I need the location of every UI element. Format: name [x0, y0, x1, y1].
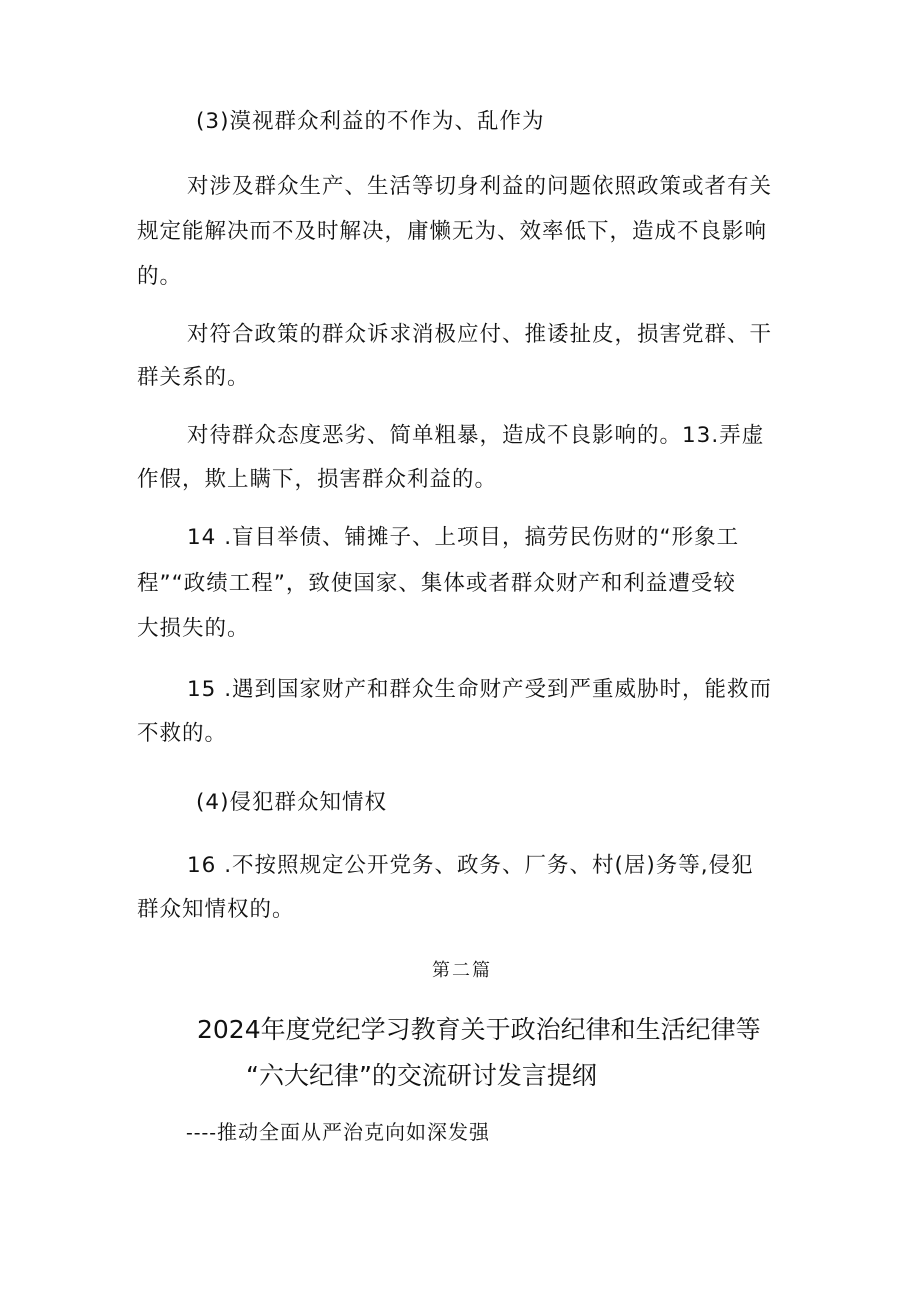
- paragraph-line: 的。: [137, 264, 183, 289]
- item-14-line: 程”“政绩工程”，致使国家、集体或者群众财产和利益遭受较: [137, 571, 736, 596]
- paragraph-line: 群关系的。: [137, 365, 250, 390]
- paragraph-line: 对待群众态度恶劣、简单粗暴，造成不良影响的。13.弄虚: [187, 423, 765, 448]
- paragraph-line: 作假，欺上瞒下，损害群众利益的。: [137, 467, 498, 492]
- item-14-line: 大损失的。: [137, 616, 250, 641]
- item-16-line: 群众知情权的。: [137, 897, 295, 922]
- section-3-heading: (3)漠视群众利益的不作为、乱作为: [196, 109, 545, 134]
- paragraph-line: 对涉及群众生产、生活等切身利益的问题依照政策或者有关: [187, 174, 773, 199]
- item-15-line: 不救的。: [137, 721, 228, 746]
- paragraph-line: 对符合政策的群众诉求消极应付、推诿扯皮，损害党群、干: [187, 322, 773, 347]
- item-14-line: 14 .盲目举债、铺摊子、上项目，搞劳民伤财的“形象工: [187, 525, 740, 550]
- part-label: 第二篇: [432, 960, 492, 981]
- paragraph-line: 规定能解决而不及时解决，庸懒无为、效率低下，造成不良影响: [137, 219, 768, 244]
- document-title-line-1: 2024年度党纪学习教育关于政治纪律和生活纪律等: [197, 1015, 761, 1044]
- item-15-line: 15 .遇到国家财产和群众生命财产受到严重威胁时，能救而: [187, 677, 773, 702]
- document-title-line-2: “六大纪律”的交流研讨发言提纲: [246, 1061, 597, 1090]
- section-4-heading: (4)侵犯群众知情权: [196, 790, 387, 815]
- document-subtitle: ----推动全面从严治克向如深发强: [186, 1120, 491, 1144]
- item-16-line: 16 .不按照规定公开党务、政务、厂务、村(居)务等,侵犯: [187, 853, 754, 878]
